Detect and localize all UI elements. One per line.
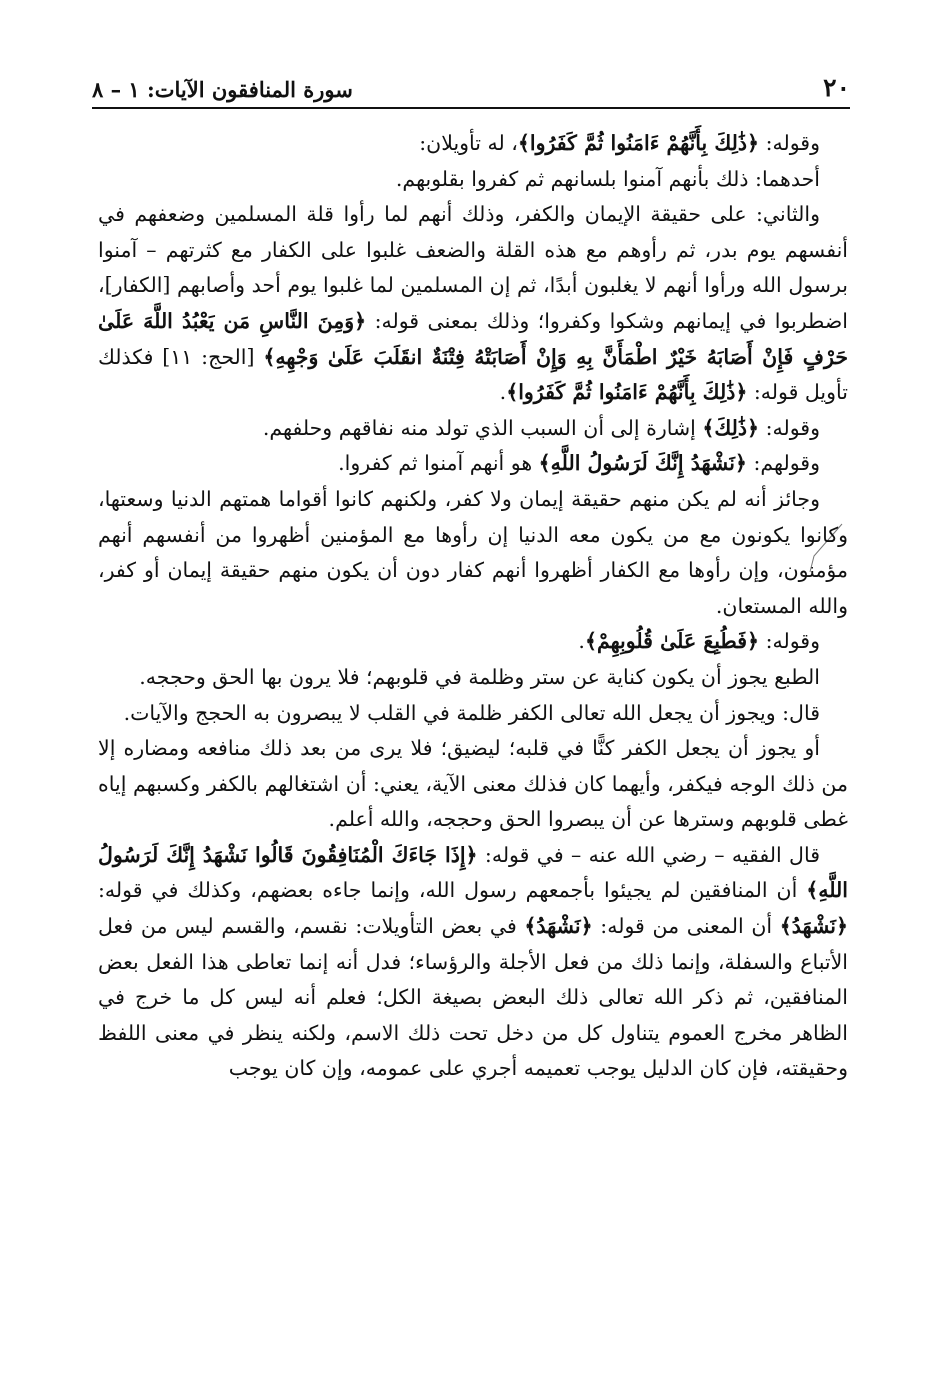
paragraph-5-post: هو أنهم آمنوا ثم كفروا. xyxy=(338,451,539,476)
paragraph-1-post: ، له تأويلان: xyxy=(419,131,518,155)
header-rule xyxy=(92,107,850,109)
quran-quote: ﴿فَطُبِعَ عَلَىٰ قُلُوبِهِمْ﴾ xyxy=(584,629,760,654)
paragraph-8: الطبع يجوز أن يكون كناية عن ستر وظلمة في قلوبهم؛ فلا يرون بها الحق وحججه. xyxy=(139,664,820,689)
paragraph-11-mid2: أن المعنى من قوله: xyxy=(592,914,780,939)
paragraph-11-mid: أن المنافقين لم يجيئوا بأجمعهم رسول الله، وإنما جاءه بعضهم، وكذلك في قوله: xyxy=(98,878,807,903)
quran-quote: ﴿ذَٰلِكَ بِأَنَّهُمْ ءَامَنُوا ثُمَّ كَفَرُوا﴾ xyxy=(506,380,748,405)
page-header xyxy=(92,62,850,102)
paragraph-11-post: في بعض التأويلات: نقسم، والقسم ليس من فعل الأتباع والسفلة، وإنما ذلك من فعل الأجلة والرؤساء؛ فدل أنه إنما تعاطى هذا الفعل بعض المنافقين، ثم ذكر الله تعالى ذلك البعض بصيغة الكل؛ فعلم أنه ليس كل ما خرج في الظاهر مخرج العموم يتناول كل من دخل تحت ذلك الاسم، ولكنه ينظر في معنى اللفظ وحقيقته، فإن كان الدليل يوجب تعميمه أجري على عمومه، وإن كان يوجب xyxy=(98,914,848,1081)
paragraph-5-pre: وقولهم: xyxy=(746,451,820,476)
quran-quote: ﴿ذَٰلِكَ بِأَنَّهُمْ ءَامَنُوا ثُمَّ كَفَرُوا﴾ xyxy=(517,131,760,155)
paragraph-9: قال: ويجوز أن يجعل الله تعالى الكفر ظلمة في القلب لا يبصرون به الحجج والآيات. xyxy=(123,700,820,725)
paragraph-3 xyxy=(98,197,848,411)
paragraph-10: أو يجوز أن يجعل الكفر كنًّا في قلبه؛ ليضيق؛ فلا يرى من بعد ذلك منافعه ومضاره إلا من ذلك الوجه فيكفر، وأيهما كان فذلك معنى الآية، يعني: أن اشتغالهم بالكفر وكسبهم إياه غطى قلوبهم وسترها عن أن يبصروا الحق وحججه، والله أعلم. xyxy=(98,736,848,832)
quran-quote: ﴿إِذَا جَاءَكَ الْمُنَافِقُونَ قَالُوا نَشْهَدُ إِنَّكَ لَرَسُولُ اللَّهِ﴾ xyxy=(98,842,848,903)
paragraph-4-pre: وقوله: xyxy=(759,415,820,440)
paragraph-4 xyxy=(98,411,848,447)
verse-reference: [الحج: ١١] xyxy=(153,344,264,369)
paragraph-3-pre: والثاني: على حقيقة الإيمان والكفر، وذلك أنهم لما رأوا قلة المسلمين وضعفهم في أنفسهم يوم بدر، ثم رأوهم مع هذه القلة والضعف غلبوا على الكفار مع كثرتهم – آمنوا برسول الله ورأوا أنهم لا يغلبون أبدًا، ثم إن المسلمين لما غلبوا يوم أحد وأصابهم [الكفار]، اضطربوا في إيمانهم وشكوا وكفروا؛ وذلك بمعنى قوله: xyxy=(98,202,848,333)
page-number: ٢٠ xyxy=(823,73,850,102)
paragraph-7-pre: وقوله: xyxy=(759,629,820,654)
quran-quote: ﴿نَشْهَدُ إِنَّكَ لَرَسُولُ اللَّهِ﴾ xyxy=(538,451,747,476)
paragraph-7-post: . xyxy=(578,629,585,654)
running-title: سورة المنافقون الآيات: ١ – ٨ xyxy=(92,77,353,102)
paragraph-2: أحدهما: ذلك بأنهم آمنوا بلسانهم ثم كفروا بقلوبهم. xyxy=(395,166,820,191)
quran-quote: ﴿ذَٰلِكَ﴾ xyxy=(702,415,760,440)
paragraph-1 xyxy=(98,126,848,162)
quran-quote: ﴿وَمِنَ النَّاسِ مَن يَعْبُدُ اللَّهَ عَلَىٰ حَرْفٍ فَإِنْ أَصَابَهُ خَيْرٌ اطْمَأَنَّ بِهِ وَإِنْ أَصَابَتْهُ فِتْنَةٌ انقَلَبَ عَلَىٰ وَجْهِهِ﴾ xyxy=(98,308,848,369)
paragraph-7 xyxy=(98,624,848,660)
paragraph-4-post: إشارة إلى أن السبب الذي تولد منه نفاقهم وحلفهم. xyxy=(262,415,703,440)
paragraph-11 xyxy=(98,838,848,1087)
quran-quote: ﴿نَشْهَدُ﴾ xyxy=(779,914,848,939)
paragraph-3-mid: فكذلك تأويل قوله: xyxy=(98,344,848,405)
paragraph-11-pre: قال الفقيه – رضي الله عنه – في قوله: xyxy=(477,842,820,867)
paragraph-6: وجائز أنه لم يكن منهم حقيقة إيمان ولا كفر، ولكنهم كانوا أقواما همتهم الدنيا وسعتها، وكانوا يكونون مع من يكون معه الدنيا إن رأوها مع المؤمنين أظهروا من أنفسهم أنهم مؤمنون، وإن رأوها مع الكفار أظهروا أنهم كفار دون أن يكون منهم حقيقة إيمان أو كفر، والله المستعان. xyxy=(98,486,848,618)
quran-quote: ﴿نَشْهَدُ﴾ xyxy=(524,914,593,939)
body-text xyxy=(98,126,848,1087)
paragraph-1-pre: وقوله: xyxy=(759,131,820,155)
paragraph-5 xyxy=(98,446,848,482)
paragraph-3-post: . xyxy=(499,380,507,405)
